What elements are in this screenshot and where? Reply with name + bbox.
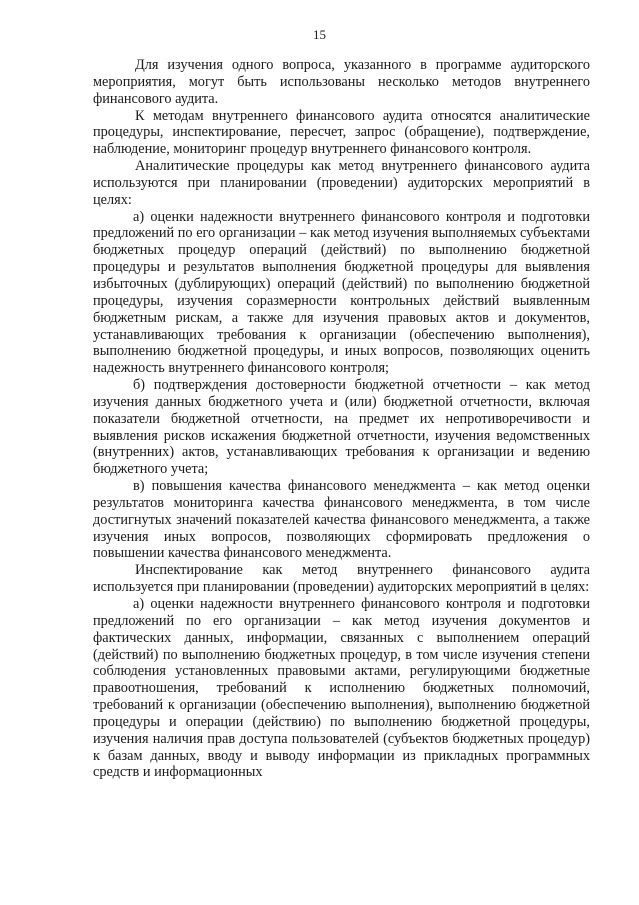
document-body: [93, 57, 590, 781]
paragraph-analytical-procedures: Аналитические процедуры как метод внутреннего финансового аудита используются при планировании (проведении) аудиторских мероприятий в целях:: [93, 158, 590, 208]
paragraph-inspection: Инспектирование как метод внутреннего финансового аудита используется при планировании (проведении) аудиторских мероприятий в целях:: [93, 562, 590, 596]
list-item-analytical-c: в) повышения качества финансового менеджмента – как метод оценки результатов мониторинга качества финансового менеджмента, в том числе достигнутых значений показателей качества финансового менеджмента, а также изучения иных вопросов, позволяющих сформировать предложения о повышении качества финансового менеджмента.: [93, 478, 590, 562]
page-number: 15: [313, 27, 326, 42]
list-item-analytical-b: б) подтверждения достоверности бюджетной отчетности – как метод изучения данных бюджетного учета и (или) бюджетной отчетности, включая показатели бюджетной отчетности, на предмет их непротиворечивости и выявления рисков искажения бюджетной отчетности, изучения ведомственных (внутренних) актов, устанавливающих требования к организации и ведению бюджетного учета;: [93, 377, 590, 478]
list-item-inspection-a: а) оценки надежности внутреннего финансового контроля и подготовки предложений по его организации – как метод изучения документов и фактических данных, информации, связанных с выполнением операций (действий) по выполнению бюджетных процедур, в том числе изучения степени соблюдения установленных правовыми актами, регулирующими бюджетные правоотношения, требований к исполнению бюджетных полномочий, требований к организации (обеспечению выполнения), выполнению бюджетной процедуры и операции (действию) по выполнению бюджетной процедуры, изучения наличия прав доступа пользователей (субъектов бюджетных процедур) к базам данных, вводу и выводу информации из прикладных программных средств и информационных: [93, 596, 590, 781]
list-item-analytical-a: а) оценки надежности внутреннего финансового контроля и подготовки предложений по его организации – как метод изучения выполняемых субъектами бюджетных процедур операций (действий) по выполнению бюджетной процедуры и результатов выполнения бюджетной процедуры для выявления избыточных (дублирующих) операций (действий) по выполнению бюджетной процедуры, изучения соразмерности контрольных действий выявленным бюджетным рискам, а также для изучения правовых актов и документов, устанавливающих требования к организации (обеспечению выполнения), выполнению бюджетной процедуры, и иных вопросов, позволяющих оценить надежность внутреннего финансового контроля;: [93, 208, 590, 377]
paragraph-intro: Для изучения одного вопроса, указанного в программе аудиторского мероприятия, могут быть использованы несколько методов внутреннего финансового аудита.: [93, 57, 590, 107]
paragraph-methods-list: К методам внутреннего финансового аудита относятся аналитические процедуры, инспектирование, пересчет, запрос (обращение), подтверждение, наблюдение, мониторинг процедур внутреннего финансового контроля.: [93, 107, 590, 158]
